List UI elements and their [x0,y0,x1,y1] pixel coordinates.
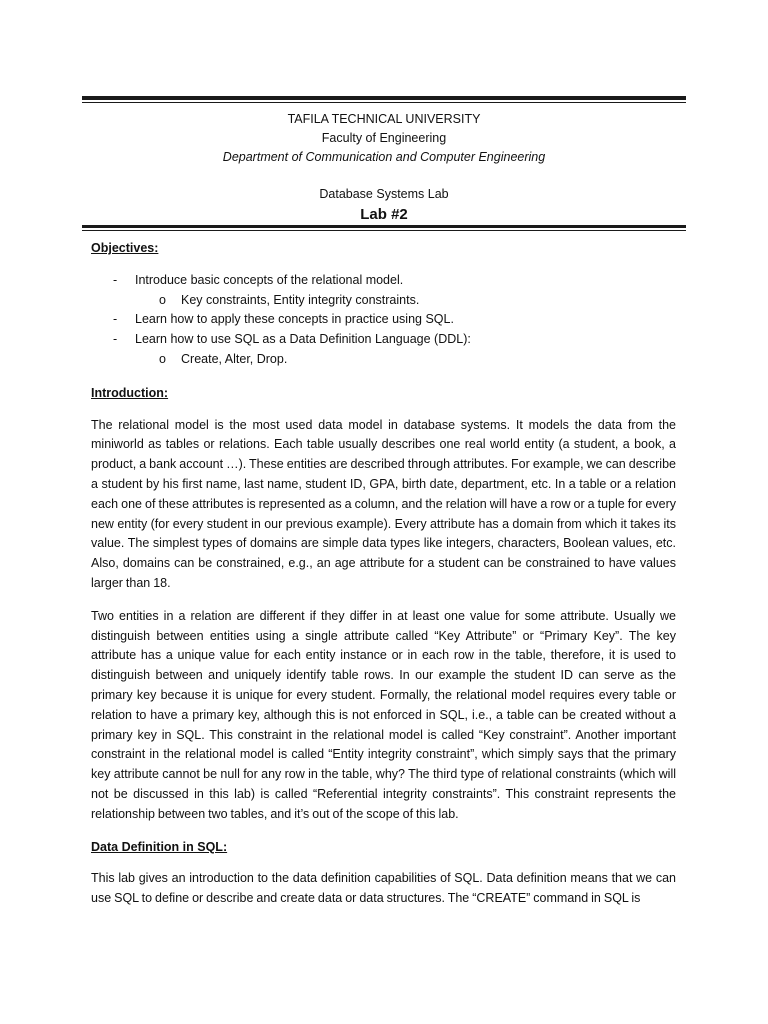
university-name: TAFILA TECHNICAL UNIVERSITY [287,112,481,126]
introduction-heading: Introduction: [91,385,169,400]
list-item [91,271,676,291]
document-body [91,239,676,909]
lab-title: Lab #2 [360,206,408,223]
data-definition-heading: Data Definition in SQL: [91,839,228,854]
header-top-rule [82,96,686,100]
list-item-text: Learn how to use SQL as a Data Definition Language (DDL): [135,332,471,347]
introduction-paragraph-1: The relational model is the most used data model in database systems. It models the data from the miniworld as tables or relations. Each table usually describes one real world entity (a student, a book, a product, a bank account …). These entities are described through attributes. For example, we can describe a student by his first name, last name, student ID, GPA, birth date, department, etc. In a table or a relation each one of these attributes is represented as a column, and the relation will have a row or a tuple for every new entity (for every student in our previous example). Every attribute has a domain from which it takes its value. The simplest types of domains are simple data types like integers, characters, Boolean values, etc. Also, domains can be constrained, e.g., an age attribute for a student can be constrained to have values larger than 18. [91,417,676,590]
faculty-name: Faculty of Engineering [321,131,447,145]
list-item-text: Introduce basic concepts of the relational model. [135,272,404,287]
list-bullet: - [113,312,118,327]
header-top-rule-thin [82,102,686,103]
list-bullet: - [113,272,118,287]
data-definition-paragraph: This lab gives an introduction to the data definition capabilities of SQL. Data definition means that we can use SQL to define or describe and create data or data structures. The “CREATE” command in SQL is [91,871,676,906]
introduction-paragraph-2: Two entities in a relation are different if they differ in at least one value for some attribute. Usually we distinguish between entities using a single attribute called “Key Attribute” or “Primary Key”. The key attribute has a unique value for each entity instance or in each row in the table, therefore, it is used to distinguish between and uniquely identify table rows. In our example the student ID can serve as the primary key because it is unique for every student. Formally, the relational model requires every table or relation to have a primary key, although this is not enforced in SQL, i.e., a table can be created without a primary key in SQL. This constraint in the relational model is called “Key constraint”. Another important constraint in the relational model is called “Entity integrity constraint”, which simply says that the primary key attribute cannot be null for any row in the table, why? The third type of relational constraints (which will not be discussed in this lab) is called “Referential integrity constraints”. This constraint represents the relationship between two tables, and it’s out of the scope of this lab. [91,608,676,821]
list-item [91,291,676,311]
list-item-text: Create, Alter, Drop. [181,351,288,366]
list-item [91,330,676,350]
list-bullet: o [159,292,166,307]
course-title: Database Systems Lab [319,187,449,201]
header-bottom-rule [82,225,686,228]
header-bottom-rule-thin [82,230,686,231]
document-header [82,110,686,226]
department-name: Department of Communication and Computer Engineering [222,150,546,164]
list-item [91,310,676,330]
list-bullet: - [113,332,118,347]
list-item-text: Learn how to apply these concepts in practice using SQL. [135,312,454,327]
list-bullet: o [159,351,166,366]
list-item-text: Key constraints, Entity integrity constraints. [181,292,420,307]
objectives-list [91,271,676,370]
objectives-heading: Objectives: [91,241,159,255]
list-item [91,350,676,370]
